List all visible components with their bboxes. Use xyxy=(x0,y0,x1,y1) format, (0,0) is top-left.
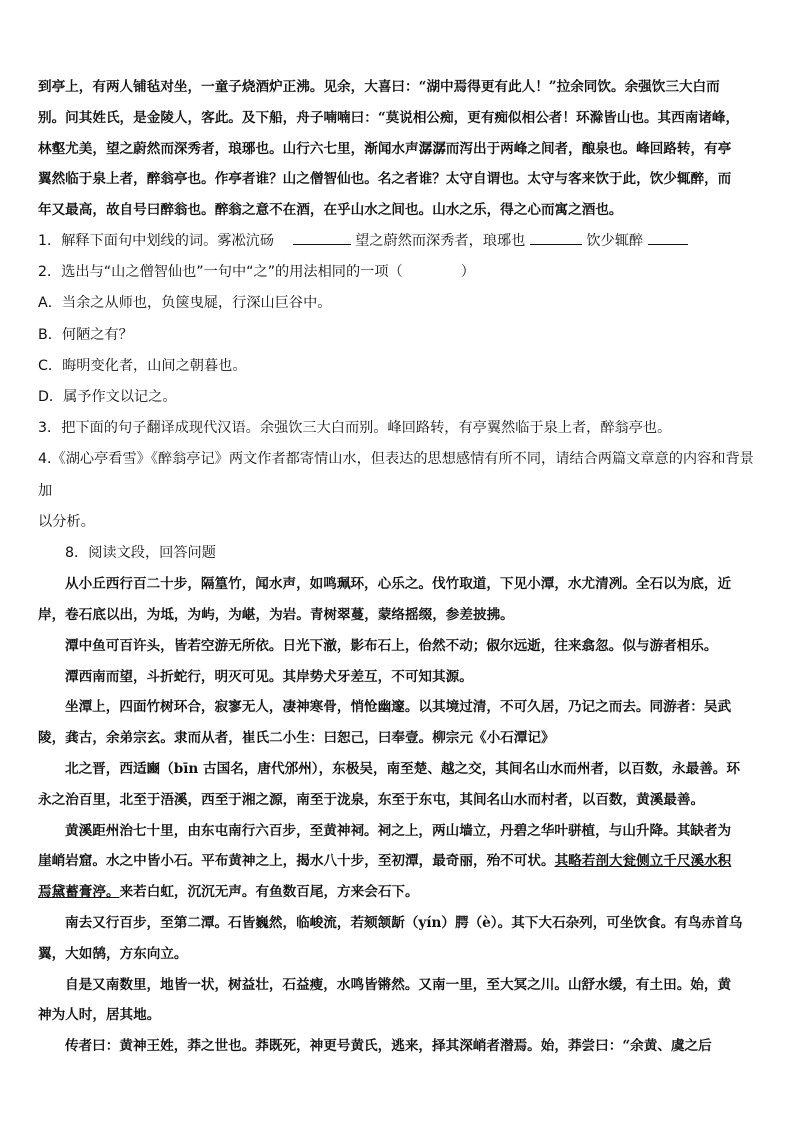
paragraph: 翼，大如鹄，方东向立。 xyxy=(38,945,188,962)
paragraph: 神为人时，居其地。 xyxy=(38,1007,161,1024)
passage-line: 林壑尤美，望之蔚然而深秀者，琅琊也。山行六七里，渐闻水声潺潺而泻出于两峰之间者，酿泉也。峰回路转，有亭 xyxy=(38,140,732,157)
passage-1 xyxy=(38,72,758,226)
paragraph-text: 来若白虹，沉沉无声。有鱼数百尾，方来会石下。 xyxy=(119,884,419,901)
passage-line: 翼然临于泉上者，醉翁亭也。作亭者谁？山之僧智仙也。名之者谁？太守自谓也。太守与客来饮于此，饮少辄醉，而 xyxy=(38,171,732,188)
passage-line: 别。问其姓氏，是金陵人，客此。及下船，舟子喃喃曰：“莫说相公痴，更有痴似相公者！环滁皆山也。其西南诸峰， xyxy=(38,109,740,126)
passage-line: 年又最高，故自号曰醉翁也。醉翁之意不在酒，在乎山水之间也。山水之乐，得之心而寓之酒也。 xyxy=(38,202,623,219)
answer-blank-1[interactable] xyxy=(293,230,351,245)
question-2-close: ） xyxy=(460,264,475,281)
paragraph: 岸，卷石底以出，为坻，为屿，为嵁，为岩。青树翠蔓，蒙络摇缀，参差披拂。 xyxy=(38,607,514,624)
paragraph: 北之晋，西适豳（bīn 古国名，唐代邠州），东极吴，南至楚、越之交，其间名山水而州者，以百数，永最善。环 xyxy=(65,761,740,777)
section-8 xyxy=(38,538,758,1062)
question-block xyxy=(38,226,758,538)
paragraph: 潭中鱼可百许头，皆若空游无所依。日光下澈，影布石上，佁然不动；俶尔远逝，往来翕忽。似与游者相乐。 xyxy=(65,637,718,654)
paragraph: 陵，龚古，余弟宗玄。隶而从者，崔氏二小生：曰恕己，曰奉壹。柳宗元《小石潭记》 xyxy=(38,730,555,747)
paragraph: 传者曰：黄神王姓，莽之世也。莽既死，神更号黄氏，逃来，择其深峭者潜焉。始，莽尝曰：“余黄、虞之后 xyxy=(65,1038,712,1055)
underlined-sentence: 其略若剖大瓮侧立千尺溪水积 xyxy=(554,853,732,870)
paragraph: 黄溪距州治七十里，由东屯南行六百步，至黄神祠。祠之上，两山墙立，丹碧之华叶骈植，与山升降。其缺者为 xyxy=(65,822,732,839)
paragraph xyxy=(38,846,758,877)
paragraph: 坐潭上，四面竹树环合，寂寥无人，凄神寒骨，悄怆幽邃。以其境过清，不可久居，乃记之而去。同游者：吴武 xyxy=(65,699,732,716)
answer-blank-3[interactable] xyxy=(648,230,688,245)
passage-line: 到亭上，有两人铺毡对坐，一童子烧酒炉正沸。见余，大喜曰：“湖中焉得更有此人！”拉余同饮。余强饮三大白而 xyxy=(38,79,720,95)
document-page xyxy=(38,72,758,1062)
section-8-heading: 8．阅读文段，回答问题 xyxy=(65,545,216,562)
question-1-part3: 饮少辄醉 xyxy=(586,232,644,249)
option-b: B．何陋之有？ xyxy=(38,326,133,343)
paragraph: 南去又行百步，至第二潭。石皆巍然，临峻流，若颏颔龂（yín）腭（è）。其下大石杂列，可坐饮食。有鸟赤首乌 xyxy=(65,914,743,931)
question-1 xyxy=(38,226,758,257)
paragraph: 永之治百里，北至于浯溪，西至于湘之源，南至于泷泉，东至于东屯，其间名山水而村者，以百数，黄溪最善。 xyxy=(38,791,705,808)
question-1-part2: 望之蔚然而深秀者，琅琊也 xyxy=(355,232,526,249)
question-4-line2: 以分析。 xyxy=(38,513,95,530)
underlined-sentence: 焉黛蓄膏渟。 xyxy=(38,884,120,901)
question-4-line1: 4.《湖心亭看雪》《醉翁亭记》两文作者都寄情山水，但表达的思想感情有所不同，请结合两篇文章意的内容和背景加 xyxy=(38,451,754,499)
paragraph xyxy=(38,877,758,908)
option-a: A．当余之从师也，负箧曳屣，行深山巨谷中。 xyxy=(38,295,332,312)
question-1-prefix: 1．解释下面句中划线的词。雾凇沆砀 xyxy=(38,232,275,249)
paragraph-text: 崖峭岩窟。水之中皆小石。平布黄神之上，揭水八十步，至初潭，最奇丽，殆不可状。 xyxy=(38,853,555,870)
option-c: C．晦明变化者，山间之朝暮也。 xyxy=(38,357,247,374)
question-2-text: 2．选出与“山之僧智仙也”一句中“之”的用法相同的一项（ xyxy=(38,264,403,281)
question-3: 3．把下面的句子翻译成现代汉语。余强饮三大白而别。峰回路转，有亭翼然临于泉上者，醉翁亭也。 xyxy=(38,420,672,437)
paragraph: 自是又南数里，地皆一状，树益壮，石益瘦，水鸣皆锵然。又南一里，至大冥之川。山舒水缓，有土田。始，黄 xyxy=(65,976,732,993)
paragraph: 潭西南而望，斗折蛇行，明灭可见。其岸势犬牙差互，不可知其源。 xyxy=(65,668,473,685)
question-2 xyxy=(38,257,758,288)
paragraph: 从小丘西行百二十步，隔篁竹，闻水声，如鸣珮环，心乐之。伐竹取道，下见小潭，水尤清冽。全石以为底，近 xyxy=(65,576,732,593)
answer-blank-2[interactable] xyxy=(530,230,582,245)
option-d: D．属予作文以记之。 xyxy=(38,389,177,405)
